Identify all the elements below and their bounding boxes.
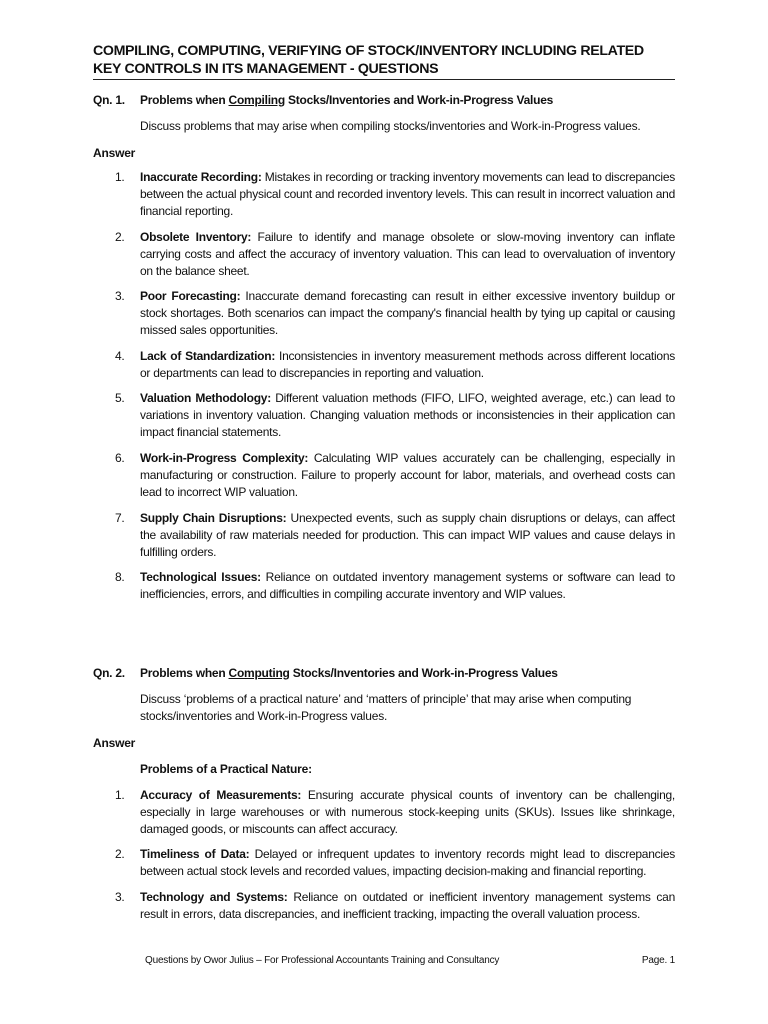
list-item-text: Delayed or infrequent updates to inventory records might lead to discrepancies between actual stock levels and recorded values, impacting decision-making and financial reporting.	[140, 847, 675, 878]
list-item-number: 1.	[115, 170, 125, 184]
list-item-term: Inaccurate Recording:	[140, 170, 262, 184]
list-item-number: 3.	[115, 289, 125, 303]
list-item	[93, 348, 675, 382]
list-item-text: Inconsistencies in inventory measurement methods across different locations or departments can lead to discrepancies in reporting and valuation.	[140, 349, 676, 380]
question-2-number: Qn. 2.	[93, 666, 125, 680]
list-item	[93, 169, 675, 220]
list-item	[93, 229, 675, 280]
list-item-number: 2.	[115, 847, 125, 861]
question-1-heading	[93, 92, 553, 108]
list-item-term: Timeliness of Data:	[140, 847, 250, 861]
question-1-heading-post: Stocks/Inventories and Work-in-Progress Values	[284, 93, 554, 107]
list-item-term: Accuracy of Measurements:	[140, 788, 302, 802]
list-item	[93, 569, 675, 603]
question-2-answer-label: Answer	[93, 736, 136, 750]
list-item-text: Mistakes in recording or tracking inventory movements can lead to discrepancies between the actual physical count and recorded inventory levels. This can result in incorrect valuation and financial reporting.	[140, 170, 675, 218]
list-item-number: 6.	[115, 451, 125, 465]
list-item-term: Obsolete Inventory:	[140, 230, 252, 244]
list-item-term: Valuation Methodology:	[140, 391, 271, 405]
list-item	[93, 889, 675, 923]
question-1-answer-label: Answer	[93, 146, 136, 160]
document-title: COMPILING, COMPUTING, VERIFYING OF STOCK/INVENTORY INCLUDING RELATED KEY CONTROLS IN ITS MANAGEMENT - QUESTIONS	[93, 43, 644, 77]
list-item	[93, 450, 675, 501]
list-item-text: Different valuation methods (FIFO, LIFO, weighted average, etc.) can lead to variations in inventory valuation. Changing valuation methods or inconsistencies in their application can impact financial statements.	[140, 391, 676, 439]
page-footer	[145, 955, 675, 966]
list-item-term: Poor Forecasting:	[140, 289, 241, 303]
list-item-number: 8.	[115, 570, 125, 584]
question-2-heading-post: Stocks/Inventories and Work-in-Progress Values	[289, 666, 558, 680]
list-item-term: Technology and Systems:	[140, 890, 288, 904]
list-item	[93, 787, 675, 838]
question-2-description: Discuss ‘problems of a practical nature’ and ‘matters of principle’ that may arise when computing stocks/inventories and Work-in-Progress values.	[140, 692, 632, 723]
list-item-term: Supply Chain Disruptions:	[140, 511, 287, 525]
question-2-subheading: Problems of a Practical Nature:	[140, 762, 312, 776]
list-item-number: 2.	[115, 230, 125, 244]
list-item-text: Calculating WIP values accurately can be challenging, especially in manufacturing or construction. Failure to properly account for labor, materials, and overhead costs can lead to incorrect WIP valuation.	[140, 451, 675, 499]
question-1-description: Discuss problems that may arise when compiling stocks/inventories and Work-in-Progress values.	[140, 119, 641, 133]
title-underline	[93, 79, 675, 80]
question-2-keyword: Computing	[228, 666, 290, 680]
list-item-number: 5.	[115, 391, 125, 405]
list-item	[93, 288, 675, 339]
list-item-term: Work-in-Progress Complexity:	[140, 451, 309, 465]
page-number: Page. 1	[641, 955, 675, 966]
list-item-text: Unexpected events, such as supply chain disruptions or delays, can affect the availability of raw materials needed for production. This can impact WIP values and cause delays in fulfilling orders.	[140, 511, 675, 559]
list-item	[93, 390, 675, 441]
question-2-heading	[93, 665, 558, 681]
list-item-text: Ensuring accurate physical counts of inventory can be challenging, especially in large warehouses or with numerous stock-keeping units (SKUs). Issues like shrinkage, damaged goods, or miscounts can affect accuracy.	[140, 788, 675, 836]
list-item	[93, 510, 675, 561]
footer-credit: Questions by Owor Julius – For Professional Accountants Training and Consultancy	[145, 955, 500, 966]
list-item-text: Reliance on outdated or inefficient inventory management systems can result in errors, data discrepancies, and inefficient tracking, impacting the overall valuation process.	[140, 890, 676, 921]
list-item-text: Inaccurate demand forecasting can result in either excessive inventory buildup or stock shortages. Both scenarios can impact the company's financial health by tying up capital or causing missed sales opportunities.	[140, 289, 675, 337]
list-item-number: 1.	[115, 788, 125, 802]
list-item-text: Reliance on outdated inventory management systems or software can lead to inefficiencies, errors, and difficulties in compiling accurate inventory and WIP values.	[140, 570, 675, 601]
list-item	[93, 846, 675, 880]
list-item-text: Failure to identify and manage obsolete or slow-moving inventory can inflate carrying costs and affect the accuracy of inventory valuation. This can lead to overvaluation of inventory on the balance sheet.	[140, 230, 675, 278]
list-item-term: Technological Issues:	[140, 570, 261, 584]
question-2-heading-pre: Problems when	[140, 666, 229, 680]
list-item-number: 7.	[115, 511, 125, 525]
list-item-number: 4.	[115, 349, 125, 363]
list-item-term: Lack of Standardization:	[140, 349, 276, 363]
question-1-heading-pre: Problems when	[140, 93, 229, 107]
list-item-number: 3.	[115, 890, 125, 904]
question-1-keyword: Compiling	[228, 93, 285, 107]
question-1-number: Qn. 1.	[93, 93, 125, 107]
